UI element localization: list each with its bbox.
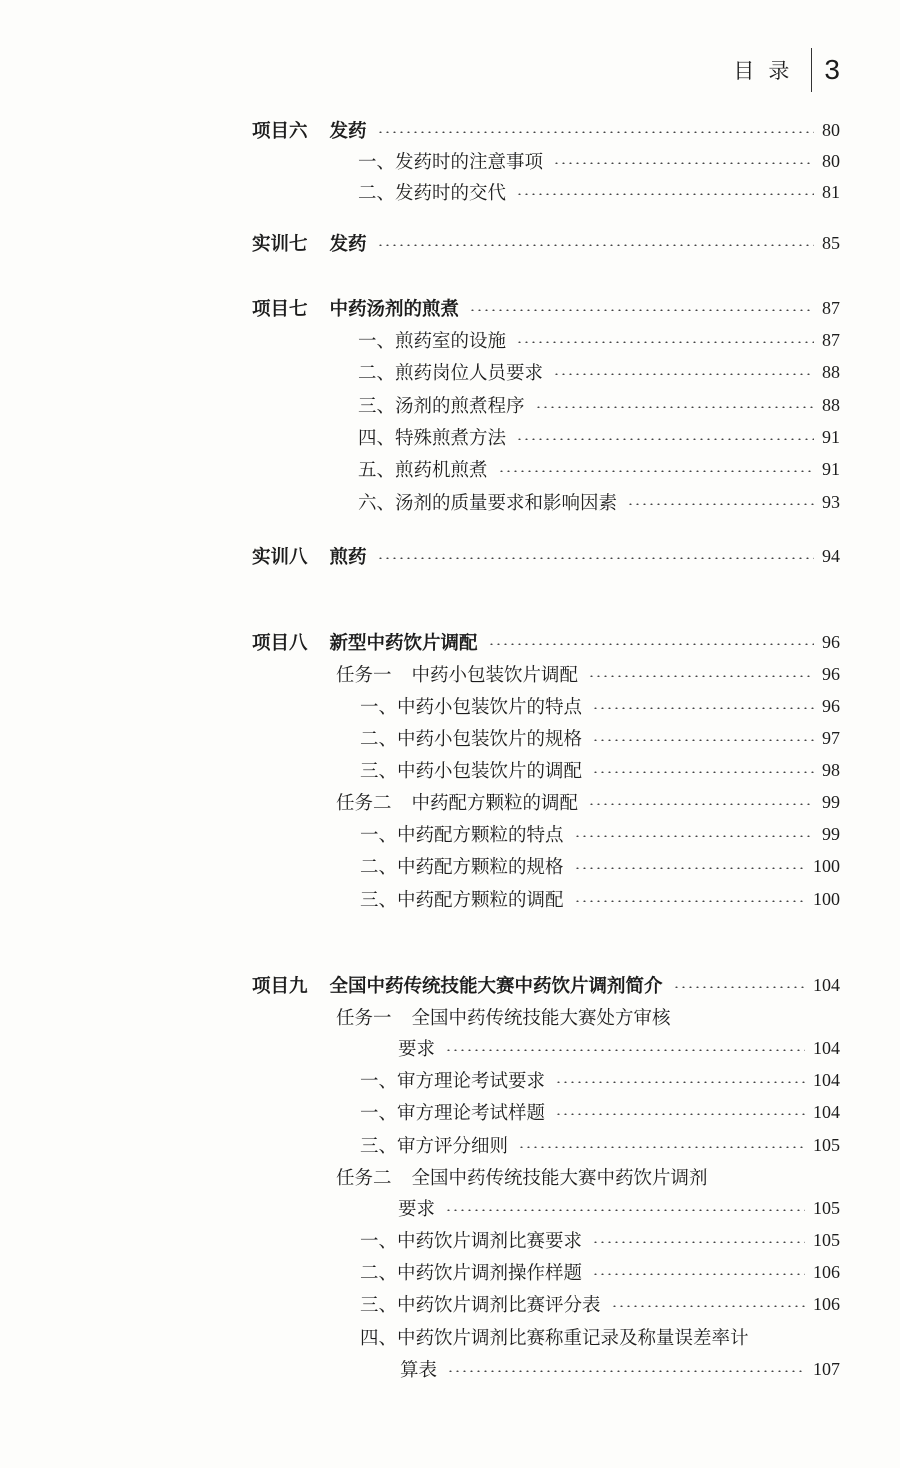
toc-entry[interactable] <box>0 787 900 817</box>
toc-entry-label: 任务二 <box>336 1168 392 1189</box>
toc-entry-lead <box>336 787 578 817</box>
toc-entry[interactable] <box>0 755 900 785</box>
toc-leader-dots <box>611 1305 805 1307</box>
toc-entry-page: 106 <box>813 1293 840 1314</box>
toc-entry[interactable] <box>0 390 900 420</box>
toc-entry-page: 104 <box>813 1069 840 1090</box>
toc-leader-dots <box>592 707 814 709</box>
toc-entry-page: 105 <box>813 1229 840 1250</box>
toc-entry[interactable] <box>0 819 900 849</box>
toc-entry[interactable] <box>0 325 900 355</box>
toc-entry-lead <box>358 146 543 176</box>
toc-entry-label: 实训八 <box>252 547 308 568</box>
toc-entry-label: 任务一 <box>336 1008 392 1029</box>
toc-entry-lead <box>360 1065 545 1095</box>
toc-leader-dots <box>488 643 814 645</box>
toc-entry-page: 104 <box>813 1101 840 1122</box>
toc-entry-page: 98 <box>822 759 840 780</box>
toc-entry[interactable] <box>0 1354 900 1384</box>
toc-leader-dots <box>535 406 814 408</box>
toc-entry-lead <box>336 659 578 689</box>
toc-entry-title: 全国中药传统技能大赛中药饮片调剂简介 <box>329 976 663 997</box>
toc-entry[interactable] <box>0 884 900 914</box>
toc-leader-dots <box>574 835 814 837</box>
toc-entry[interactable] <box>0 1130 900 1160</box>
toc-entry[interactable] <box>0 1322 900 1352</box>
toc-entry-title: 二、中药小包装饮片的规格 <box>360 729 583 750</box>
toc-entry[interactable] <box>0 422 900 452</box>
toc-entry-page: 93 <box>822 491 840 512</box>
toc-entry-title: 中药小包装饮片调配 <box>411 665 579 686</box>
toc-leader-dots <box>555 1113 805 1115</box>
toc-entry-label: 项目九 <box>252 976 308 997</box>
toc-entry-lead <box>360 1257 582 1287</box>
toc-entry-title: 算表 <box>400 1360 438 1381</box>
toc-leader-dots <box>592 1273 805 1275</box>
toc-entry-title: 三、中药小包装饮片的调配 <box>360 761 583 782</box>
toc-entry-label: 项目八 <box>252 633 308 654</box>
toc-entry-lead <box>360 884 564 914</box>
toc-entry-lead <box>252 115 367 145</box>
toc-entry[interactable] <box>0 487 900 517</box>
toc-entry[interactable] <box>0 1225 900 1255</box>
toc-entry-lead <box>358 390 525 420</box>
toc-entry-lead <box>336 1002 671 1032</box>
toc-entry-title: 二、中药饮片调剂操作样题 <box>360 1263 583 1284</box>
toc-leader-dots <box>469 309 814 311</box>
toc-entry-title: 三、中药配方颗粒的调配 <box>360 890 564 911</box>
toc-entry-title: 要求 <box>398 1199 436 1220</box>
toc-entry-title: 一、煎药室的设施 <box>358 331 507 352</box>
toc-leader-dots <box>555 1081 805 1083</box>
toc-entry-page: 81 <box>822 181 840 202</box>
toc-entry-title: 一、审方理论考试样题 <box>360 1103 546 1124</box>
toc-entry[interactable] <box>0 1097 900 1127</box>
toc-entry-title: 一、中药小包装饮片的特点 <box>360 697 583 718</box>
toc-entry-lead <box>252 541 367 571</box>
toc-entry-title: 发药 <box>329 121 367 142</box>
toc-entry-lead <box>336 1162 708 1192</box>
toc-entry-label: 项目七 <box>252 299 308 320</box>
toc-entry-title: 全国中药传统技能大赛处方审核 <box>411 1008 671 1029</box>
toc-entry-lead <box>358 422 506 452</box>
toc-entry-lead <box>360 755 582 785</box>
toc-entry-label: 实训七 <box>252 234 308 255</box>
toc-leader-dots <box>447 1370 805 1372</box>
toc-entry-lead <box>252 970 663 1000</box>
toc-entry-lead <box>400 1354 437 1384</box>
toc-entry-page: 85 <box>822 232 840 253</box>
toc-entry-page: 99 <box>822 791 840 812</box>
toc-entry-page: 104 <box>813 974 840 995</box>
toc-entry[interactable] <box>0 1193 900 1223</box>
toc-entry-title: 发药 <box>329 234 367 255</box>
toc-entry-page: 97 <box>822 727 840 748</box>
toc-leader-dots <box>516 438 814 440</box>
toc-entry-page: 105 <box>813 1197 840 1218</box>
toc-entry-title: 一、中药饮片调剂比赛要求 <box>360 1231 583 1252</box>
toc-entry-page: 105 <box>813 1134 840 1155</box>
toc-entry-page: 96 <box>822 631 840 652</box>
toc-entry-title: 煎药 <box>329 547 367 568</box>
toc-entry-title: 要求 <box>398 1039 436 1060</box>
toc-entry-page: 99 <box>822 823 840 844</box>
toc-entry[interactable] <box>0 357 900 387</box>
toc-entry-lead <box>358 325 506 355</box>
toc-entry-title: 新型中药饮片调配 <box>329 633 478 654</box>
toc-leader-dots <box>377 557 814 559</box>
toc-entry-lead <box>360 851 564 881</box>
toc-entry[interactable] <box>0 1002 900 1032</box>
toc-entry-page: 104 <box>813 1037 840 1058</box>
toc-entry-title: 中药汤剂的煎煮 <box>329 299 460 320</box>
toc-leader-dots <box>377 244 814 246</box>
toc-entry-page: 80 <box>822 119 840 140</box>
toc-entry[interactable] <box>0 293 900 323</box>
toc-leader-dots <box>518 1146 805 1148</box>
toc-entry-label: 项目六 <box>252 121 308 142</box>
toc-entry-page: 91 <box>822 426 840 447</box>
toc-leader-dots <box>627 503 814 505</box>
toc-entry-page: 100 <box>813 888 840 909</box>
toc-entry-lead <box>360 819 564 849</box>
toc-entry-title: 三、审方评分细则 <box>360 1136 509 1157</box>
toc-entry[interactable] <box>0 659 900 689</box>
toc-entry[interactable] <box>0 1289 900 1319</box>
toc-leader-dots <box>553 162 814 164</box>
toc-leader-dots <box>574 900 805 902</box>
toc-entry-lead <box>360 723 582 753</box>
header-title: 目录 <box>733 59 804 83</box>
toc-leader-dots <box>516 193 814 195</box>
toc-entry-title: 一、审方理论考试要求 <box>360 1071 546 1092</box>
toc-entry-page: 87 <box>822 297 840 318</box>
toc-entry-page: 94 <box>822 545 840 566</box>
toc-entry-page: 91 <box>822 458 840 479</box>
toc-entry[interactable] <box>0 228 900 258</box>
header-page-number: 3 <box>824 54 840 85</box>
toc-entry-page: 88 <box>822 394 840 415</box>
toc-entry-page: 96 <box>822 663 840 684</box>
toc-entry[interactable] <box>0 1065 900 1095</box>
toc-leader-dots <box>553 373 814 375</box>
toc-entry[interactable] <box>0 146 900 176</box>
toc-entry[interactable] <box>0 851 900 881</box>
toc-entry-lead <box>358 487 617 517</box>
toc-entry-page: 106 <box>813 1261 840 1282</box>
toc-entry-lead <box>252 293 459 323</box>
toc-entry-title: 四、中药饮片调剂比赛称重记录及称量误差率计 <box>360 1328 749 1349</box>
toc-entry-title: 三、汤剂的煎煮程序 <box>358 396 525 417</box>
toc-entry-title: 三、中药饮片调剂比赛评分表 <box>360 1295 601 1316</box>
toc-entry-lead <box>360 1322 749 1352</box>
toc-entry-lead <box>358 177 506 207</box>
toc-entry-page: 87 <box>822 329 840 350</box>
toc-leader-dots <box>498 470 814 472</box>
toc-entry-lead <box>360 1289 601 1319</box>
toc-entry[interactable] <box>0 454 900 484</box>
toc-entry-lead <box>398 1193 435 1223</box>
toc-leader-dots <box>588 803 814 805</box>
toc-entry[interactable] <box>0 970 900 1000</box>
toc-entry-lead <box>360 691 582 721</box>
toc-leader-dots <box>592 771 814 773</box>
toc-entry-lead <box>252 228 367 258</box>
toc-leader-dots <box>588 675 814 677</box>
toc-entry-lead <box>360 1225 582 1255</box>
toc-entry-title: 一、发药时的注意事项 <box>358 152 544 173</box>
toc-leader-dots <box>516 341 814 343</box>
header-divider <box>811 48 812 92</box>
toc-entry-label: 任务二 <box>336 793 392 814</box>
toc-entry-lead <box>360 1097 545 1127</box>
toc-entry[interactable] <box>0 1257 900 1287</box>
toc-entry-lead <box>358 454 488 484</box>
toc-leader-dots <box>445 1049 805 1051</box>
toc-leader-dots <box>574 867 805 869</box>
toc-entry-lead <box>398 1033 435 1063</box>
toc-leader-dots <box>377 131 814 133</box>
toc-entry-title: 四、特殊煎煮方法 <box>358 428 507 449</box>
toc-entry-title: 六、汤剂的质量要求和影响因素 <box>358 493 618 514</box>
toc-entry[interactable] <box>0 541 900 571</box>
toc-entry-page: 107 <box>813 1358 840 1379</box>
toc-entry-label: 任务一 <box>336 665 392 686</box>
toc-leader-dots <box>592 1241 805 1243</box>
toc-leader-dots <box>445 1209 805 1211</box>
toc-entry[interactable] <box>0 1162 900 1192</box>
toc-entry-title: 五、煎药机煎煮 <box>358 460 488 481</box>
toc-entry-page: 96 <box>822 695 840 716</box>
toc-entry[interactable] <box>0 691 900 721</box>
toc-entry-title: 二、中药配方颗粒的规格 <box>360 857 564 878</box>
toc-entry-page: 80 <box>822 150 840 171</box>
toc-entry[interactable] <box>0 1033 900 1063</box>
toc-entry-lead <box>358 357 543 387</box>
toc-entry-page: 100 <box>813 855 840 876</box>
toc-entry-lead <box>360 1130 508 1160</box>
running-header <box>733 48 840 92</box>
toc-entry-lead <box>252 627 478 657</box>
toc-entry[interactable] <box>0 115 900 145</box>
toc-entry-page: 88 <box>822 361 840 382</box>
toc-entry-title: 中药配方颗粒的调配 <box>411 793 579 814</box>
toc-entry[interactable] <box>0 627 900 657</box>
toc-entry[interactable] <box>0 177 900 207</box>
toc-entry-title: 二、发药时的交代 <box>358 183 507 204</box>
toc-entry[interactable] <box>0 723 900 753</box>
toc-leader-dots <box>673 986 805 988</box>
toc-entry-title: 一、中药配方颗粒的特点 <box>360 825 564 846</box>
toc-leader-dots <box>592 739 814 741</box>
toc-entry-title: 全国中药传统技能大赛中药饮片调剂 <box>411 1168 708 1189</box>
toc-entry-title: 二、煎药岗位人员要求 <box>358 363 544 384</box>
